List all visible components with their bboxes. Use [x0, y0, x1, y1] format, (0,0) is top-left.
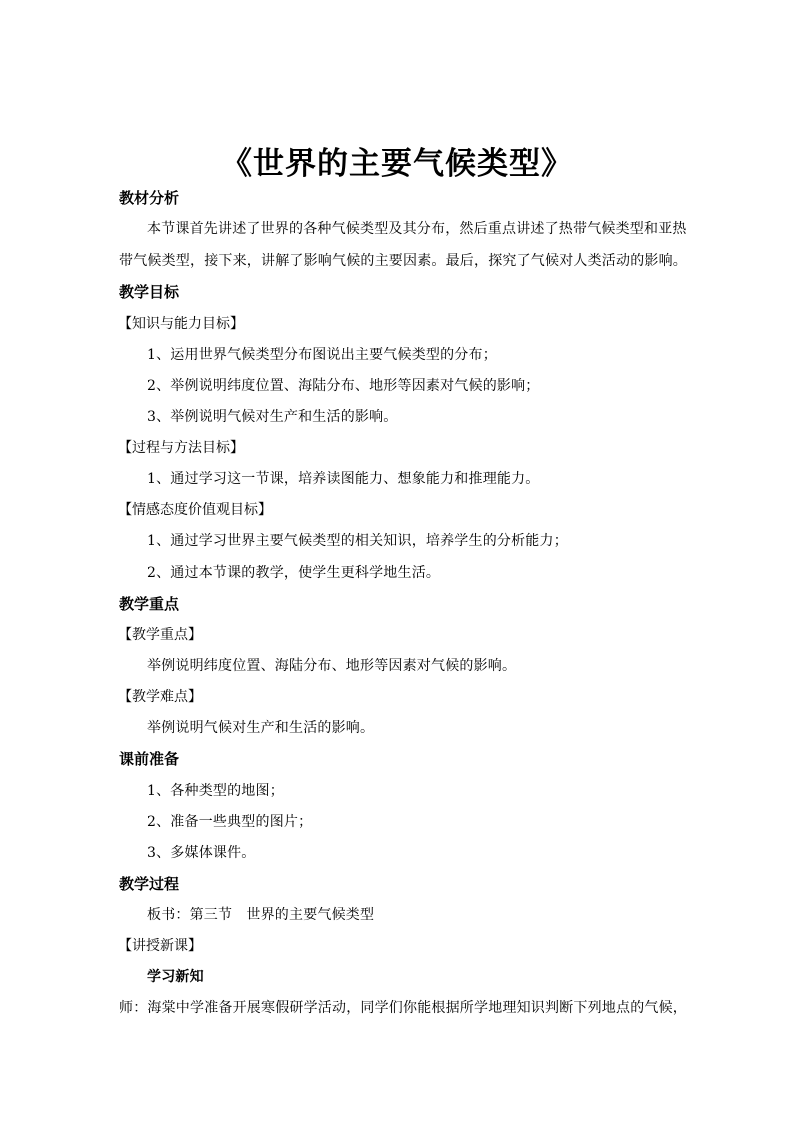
heading-goals: 教学目标 — [119, 283, 180, 301]
label-new-lesson: 【讲授新课】 — [118, 938, 202, 954]
heading-key-points: 教学重点 — [119, 595, 180, 613]
paragraph-line: 带气候类型，接下来，讲解了影响气候的主要因素。最后，探究了气候对人类活动的影响。 — [119, 253, 687, 269]
list-item: 2、通过本节课的教学，使学生更科学地生活。 — [147, 565, 441, 581]
subheading-learn-new: 学习新知 — [147, 969, 204, 985]
board-text: 板书：第三节 世界的主要气候类型 — [147, 907, 375, 923]
heading-material-analysis: 教材分析 — [119, 189, 180, 207]
label-knowledge-goals: 【知识与能力目标】 — [118, 316, 244, 332]
label-process-goals: 【过程与方法目标】 — [118, 440, 244, 456]
label-emotion-goals: 【情感态度价值观目标】 — [118, 502, 272, 518]
list-item: 1、通过学习世界主要气候类型的相关知识，培养学生的分析能力； — [147, 533, 568, 549]
document-title: 《世界的主要气候类型》 — [221, 146, 573, 182]
list-item: 1、通过学习这一节课，培养读图能力、想象能力和推理能力。 — [147, 471, 540, 487]
label-key-point: 【教学重点】 — [118, 627, 202, 643]
list-item: 1、运用世界气候类型分布图说出主要气候类型的分布； — [147, 347, 497, 363]
label-difficult-point: 【教学难点】 — [118, 689, 202, 705]
list-item: 2、举例说明纬度位置、海陆分布、地形等因素对气候的影响； — [147, 378, 540, 394]
list-item: 3、举例说明气候对生产和生活的影响。 — [147, 409, 398, 425]
list-item: 3、多媒体课件。 — [147, 845, 256, 861]
paragraph-line: 本节课首先讲述了世界的各种气候类型及其分布，然后重点讲述了热带气候类型和亚热 — [147, 221, 687, 237]
difficult-point-text: 举例说明气候对生产和生活的影响。 — [147, 720, 375, 736]
list-item: 2、准备一些典型的图片； — [147, 814, 313, 830]
paragraph-line: 师：海棠中学准备开展寒假研学活动，同学们你能根据所学地理知识判断下列地点的气候， — [119, 1000, 687, 1016]
heading-preparation: 课前准备 — [119, 750, 180, 768]
key-point-text: 举例说明纬度位置、海陆分布、地形等因素对气候的影响。 — [147, 658, 517, 674]
heading-teaching-process: 教学过程 — [119, 875, 180, 893]
list-item: 1、各种类型的地图； — [147, 783, 284, 799]
